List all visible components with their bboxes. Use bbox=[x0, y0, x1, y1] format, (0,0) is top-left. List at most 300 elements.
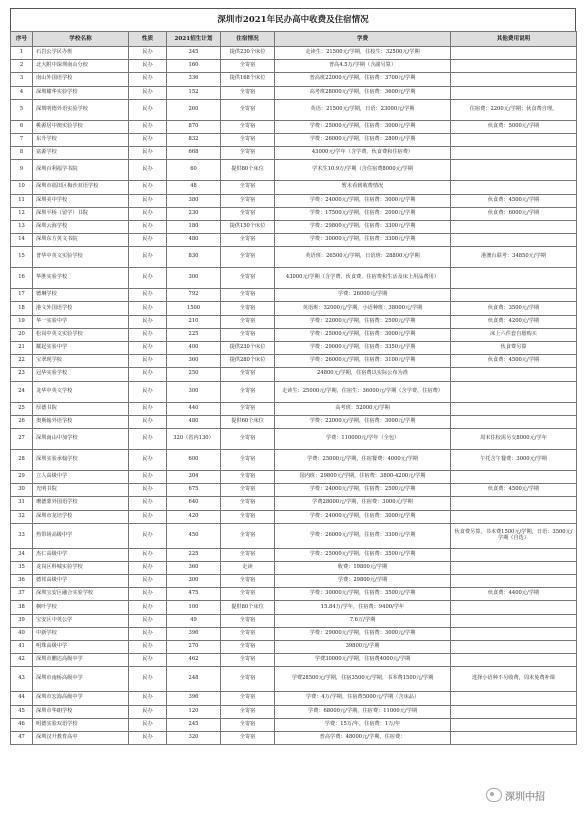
school-type: 民办 bbox=[129, 667, 167, 692]
table-row bbox=[11, 120, 577, 133]
school-name: 珊德蒙外国语学校 bbox=[33, 497, 129, 510]
table-row bbox=[11, 86, 577, 99]
enroll-plan: 1500 bbox=[167, 302, 221, 315]
row-no: 32 bbox=[11, 510, 33, 523]
header-plan: 2021招生计划 bbox=[167, 32, 221, 47]
school-name: 深圳市龙培学校 bbox=[33, 510, 129, 523]
row-no: 12 bbox=[11, 207, 33, 220]
lodging: 全寄宿 bbox=[221, 315, 275, 328]
tuition: 普高学费：48000元/学期，住宿费： bbox=[275, 731, 451, 744]
school-type: 民办 bbox=[129, 220, 167, 233]
school-type: 民办 bbox=[129, 705, 167, 718]
row-no: 10 bbox=[11, 181, 33, 194]
other-fees bbox=[451, 601, 577, 614]
enroll-plan: 152 bbox=[167, 86, 221, 99]
lodging: 全寄宿 bbox=[221, 289, 275, 302]
enroll-plan: 225 bbox=[167, 328, 221, 341]
school-type: 民办 bbox=[129, 328, 167, 341]
row-no: 15 bbox=[11, 247, 33, 268]
other-fees bbox=[451, 147, 577, 160]
tuition: 学费：17500元/学期，住宿费：2000元/学期 bbox=[275, 207, 451, 220]
table-row bbox=[11, 381, 577, 402]
sheet-title: 深圳市2021年民办高中收费及住宿情况 bbox=[10, 8, 576, 31]
table-row bbox=[11, 160, 577, 181]
school-type: 民办 bbox=[129, 654, 167, 667]
school-name: 深圳市鹏达高级中学 bbox=[33, 654, 129, 667]
lodging: 全寄宿 bbox=[221, 120, 275, 133]
lodging: 全寄宿 bbox=[221, 381, 275, 402]
enroll-plan: 792 bbox=[167, 289, 221, 302]
row-no: 19 bbox=[11, 315, 33, 328]
other-fees bbox=[451, 133, 577, 146]
row-no: 22 bbox=[11, 355, 33, 368]
school-name: 深圳耀华实验学校 bbox=[33, 86, 129, 99]
enroll-plan: 245 bbox=[167, 718, 221, 731]
enroll-plan: 270 bbox=[167, 641, 221, 654]
tuition: 学费：29800元/学期，住宿费：3300元/学期 bbox=[275, 220, 451, 233]
tuition: 学费：24000元/学期，住宿费：3000元/学期 bbox=[275, 194, 451, 207]
enroll-plan: 450 bbox=[167, 523, 221, 548]
enroll-plan: 480 bbox=[167, 234, 221, 247]
school-type: 民办 bbox=[129, 449, 167, 470]
header-lodging: 住宿情况 bbox=[221, 32, 275, 47]
row-no: 25 bbox=[11, 402, 33, 415]
other-fees: 港澳台联考：34850元/学期 bbox=[451, 247, 577, 268]
enroll-plan: 440 bbox=[167, 402, 221, 415]
table-row bbox=[11, 60, 577, 73]
enroll-plan: 396 bbox=[167, 692, 221, 705]
tuition: 学费：30000元/学期，住宿费：3500元/学期 bbox=[275, 588, 451, 601]
tuition: 7.6万/学期 bbox=[275, 614, 451, 627]
lodging: 全寄宿 bbox=[221, 99, 275, 120]
header-tuition: 学费 bbox=[275, 32, 451, 47]
enroll-plan: 462 bbox=[167, 654, 221, 667]
row-no: 17 bbox=[11, 289, 33, 302]
school-type: 民办 bbox=[129, 99, 167, 120]
lodging: 全寄宿 bbox=[221, 484, 275, 497]
table-row bbox=[11, 73, 577, 86]
tuition: 学费：22000元/学期，住宿费：2500元/学期 bbox=[275, 315, 451, 328]
other-fees bbox=[451, 575, 577, 588]
school-type: 民办 bbox=[129, 47, 167, 60]
table-row bbox=[11, 402, 577, 415]
tuition: 学费：26000元/学期，住宿费：3300元/学期 bbox=[275, 523, 451, 548]
tuition: 高考班28000元/学期，住宿费：3600元/学期 bbox=[275, 86, 451, 99]
lodging: 全寄宿 bbox=[221, 368, 275, 381]
tuition: 学费：29000元/学期，住宿费：3000元/学期 bbox=[275, 627, 451, 640]
row-no: 4 bbox=[11, 86, 33, 99]
other-fees bbox=[451, 181, 577, 194]
lodging: 全寄宿 bbox=[221, 523, 275, 548]
lodging: 提供280个床位 bbox=[221, 355, 275, 368]
school-name: 深圳汉升教育高中 bbox=[33, 731, 129, 744]
school-type: 民办 bbox=[129, 484, 167, 497]
tuition: 普高班22000元/学期，住宿费：3700元/学期 bbox=[275, 73, 451, 86]
enroll-plan: 300 bbox=[167, 575, 221, 588]
school-type: 民办 bbox=[129, 120, 167, 133]
enroll-plan: 225 bbox=[167, 548, 221, 561]
fee-table-sheet bbox=[10, 8, 576, 745]
other-fees bbox=[451, 561, 577, 574]
school-type: 民办 bbox=[129, 601, 167, 614]
table-row bbox=[11, 667, 577, 692]
other-fees bbox=[451, 86, 577, 99]
school-type: 民办 bbox=[129, 289, 167, 302]
enroll-plan: 230 bbox=[167, 207, 221, 220]
tuition: 学费：25000元/学期，住宿费：3000元/学期 bbox=[275, 120, 451, 133]
lodging: 提供168个床位 bbox=[221, 73, 275, 86]
school-name: 桃源居中澳实验学校 bbox=[33, 120, 129, 133]
school-name: 龙华中英文学校 bbox=[33, 381, 129, 402]
table-row bbox=[11, 601, 577, 614]
row-no: 33 bbox=[11, 523, 33, 548]
enroll-plan: 640 bbox=[167, 497, 221, 510]
header-row bbox=[11, 32, 577, 47]
row-no: 21 bbox=[11, 342, 33, 355]
tuition: 学费：26000元/学期 bbox=[275, 289, 451, 302]
enroll-plan: 345 bbox=[167, 47, 221, 60]
tuition: 学费：24000元/学期，住宿费：3000元/学期 bbox=[275, 510, 451, 523]
lodging: 全寄宿 bbox=[221, 247, 275, 268]
school-name: 普华中英文实验学校 bbox=[33, 247, 129, 268]
row-no: 42 bbox=[11, 654, 33, 667]
table-row bbox=[11, 523, 577, 548]
tuition: 学费：25000元/学期，住宿餐费：4000元/学期 bbox=[275, 449, 451, 470]
table-row bbox=[11, 654, 577, 667]
enroll-plan: 304 bbox=[167, 470, 221, 483]
table-row bbox=[11, 133, 577, 146]
row-no: 9 bbox=[11, 160, 33, 181]
table-row bbox=[11, 289, 577, 302]
school-name: 枫叶学校 bbox=[33, 601, 129, 614]
school-type: 民办 bbox=[129, 718, 167, 731]
school-name: 石岩公学民办班 bbox=[33, 47, 129, 60]
lodging: 全寄宿 bbox=[221, 667, 275, 692]
other-fees: 住宿费：2200元/学期；伙食费自理。 bbox=[451, 99, 577, 120]
school-name: 立人高级中学 bbox=[33, 470, 129, 483]
other-fees: 伙食费：5000元/学期 bbox=[451, 120, 577, 133]
school-type: 民办 bbox=[129, 641, 167, 654]
tuition: 英语班：32000元/学期，小语种班：38000元/学期 bbox=[275, 302, 451, 315]
table-row bbox=[11, 342, 577, 355]
school-type: 民办 bbox=[129, 194, 167, 207]
row-no: 13 bbox=[11, 220, 33, 233]
row-no: 2 bbox=[11, 60, 33, 73]
school-name: 宝翠现学校 bbox=[33, 355, 129, 368]
enroll-plan: 260 bbox=[167, 99, 221, 120]
other-fees bbox=[451, 510, 577, 523]
row-no: 7 bbox=[11, 133, 33, 146]
school-type: 民办 bbox=[129, 302, 167, 315]
tuition: 学费：29000元/学期，住宿费：3350元/学期 bbox=[275, 342, 451, 355]
lodging: 提供80个床位 bbox=[221, 601, 275, 614]
other-fees bbox=[451, 470, 577, 483]
tuition: 暂未看到收费情况 bbox=[275, 181, 451, 194]
table-row bbox=[11, 328, 577, 341]
table-row bbox=[11, 575, 577, 588]
enroll-plan: 60 bbox=[167, 160, 221, 181]
school-type: 民办 bbox=[129, 428, 167, 449]
enroll-plan: 160 bbox=[167, 60, 221, 73]
tuition: 走读生：25000元/学期，住宿生：36000元/学期（含学费、住宿费） bbox=[275, 381, 451, 402]
enroll-plan: 360 bbox=[167, 355, 221, 368]
tuition: 走读生：21500元/学期，住校生：32500元/学期 bbox=[275, 47, 451, 60]
row-no: 38 bbox=[11, 601, 33, 614]
tuition: 普高4.5万/学期（含副另算） bbox=[275, 60, 451, 73]
table-row bbox=[11, 731, 577, 744]
table-row bbox=[11, 207, 577, 220]
other-fees bbox=[451, 692, 577, 705]
school-name: 明珠高级中学 bbox=[33, 641, 129, 654]
school-type: 民办 bbox=[129, 207, 167, 220]
school-type: 民办 bbox=[129, 497, 167, 510]
row-no: 5 bbox=[11, 99, 33, 120]
lodging: 全寄宿 bbox=[221, 641, 275, 654]
school-type: 民办 bbox=[129, 247, 167, 268]
lodging: 全寄宿 bbox=[221, 207, 275, 220]
school-type: 民办 bbox=[129, 402, 167, 415]
enroll-plan: 248 bbox=[167, 667, 221, 692]
other-fees bbox=[451, 160, 577, 181]
enroll-plan: 336 bbox=[167, 73, 221, 86]
table-row bbox=[11, 627, 577, 640]
tuition: 学费28500元/学期，住宿3500元/学期，书本费1500元/学期 bbox=[275, 667, 451, 692]
school-name: 明德实验双语学校 bbox=[33, 718, 129, 731]
table-row bbox=[11, 234, 577, 247]
lodging: 全寄宿 bbox=[221, 614, 275, 627]
row-no: 27 bbox=[11, 428, 33, 449]
other-fees bbox=[451, 47, 577, 60]
other-fees bbox=[451, 718, 577, 731]
row-no: 45 bbox=[11, 705, 33, 718]
lodging: 全寄宿 bbox=[221, 627, 275, 640]
school-name: 松岗中英文实验学校 bbox=[33, 328, 129, 341]
lodging: 全寄宿 bbox=[221, 654, 275, 667]
school-name: 深圳南山中加学校 bbox=[33, 428, 129, 449]
school-type: 民办 bbox=[129, 234, 167, 247]
school-name: 深圳市宏海高级中学 bbox=[33, 692, 129, 705]
enroll-plan: 396 bbox=[167, 627, 221, 640]
header-school: 学校名称 bbox=[33, 32, 129, 47]
row-no: 18 bbox=[11, 302, 33, 315]
table-row bbox=[11, 99, 577, 120]
lodging: 全寄宿 bbox=[221, 60, 275, 73]
other-fees bbox=[451, 731, 577, 744]
tuition: 学费28000元/学期，住宿费：3000元/学期 bbox=[275, 497, 451, 510]
lodging: 全寄宿 bbox=[221, 575, 275, 588]
table-row bbox=[11, 484, 577, 497]
watermark-text: 深圳中招 bbox=[505, 791, 545, 803]
school-type: 民办 bbox=[129, 86, 167, 99]
lodging: 全寄宿 bbox=[221, 268, 275, 289]
school-type: 民办 bbox=[129, 561, 167, 574]
lodging: 提供60个床位 bbox=[221, 415, 275, 428]
watermark bbox=[486, 786, 578, 804]
school-name: 深圳宝安区融合实验学校 bbox=[33, 588, 129, 601]
school-name: 龙岗区科城实验学校 bbox=[33, 561, 129, 574]
tuition: 学费：24000元/学期，住宿费：2500元/学期 bbox=[275, 484, 451, 497]
school-name: 光明书院 bbox=[33, 484, 129, 497]
lodging: 全寄宿 bbox=[221, 510, 275, 523]
tuition: 学费：68000元/学期，住宿费：11000元/学期 bbox=[275, 705, 451, 718]
tuition: 学费：26000元/学期，住宿费：2800元/学期 bbox=[275, 133, 451, 146]
lodging: 全寄宿 bbox=[221, 718, 275, 731]
tuition: 国内班：29800元/学期，住宿费：3800-4200元/学期 bbox=[275, 470, 451, 483]
enroll-plan: 250 bbox=[167, 368, 221, 381]
row-no: 26 bbox=[11, 415, 33, 428]
table-row bbox=[11, 415, 577, 428]
school-name: 北大附中深圳南山分校 bbox=[33, 60, 129, 73]
lodging: 全寄宿 bbox=[221, 497, 275, 510]
table-row bbox=[11, 641, 577, 654]
school-name: 深圳东方英文书院 bbox=[33, 234, 129, 247]
lodging: 提供150个床位 bbox=[221, 220, 275, 233]
tuition: 学费：110000元/学年（全包） bbox=[275, 428, 451, 449]
school-type: 民办 bbox=[129, 315, 167, 328]
school-type: 民办 bbox=[129, 342, 167, 355]
tuition: 15.84万/学年，住宿费：9400/学年 bbox=[275, 601, 451, 614]
other-fees bbox=[451, 60, 577, 73]
tuition: 高考班：52000元/学期 bbox=[275, 402, 451, 415]
header-type: 性质 bbox=[129, 32, 167, 47]
lodging: 全寄宿 bbox=[221, 86, 275, 99]
lodging: 全寄宿 bbox=[221, 428, 275, 449]
table-row bbox=[11, 510, 577, 523]
table-row bbox=[11, 548, 577, 561]
tuition: 收费：19800元/学期 bbox=[275, 561, 451, 574]
other-fees: 伙食费：3500元/学期 bbox=[451, 302, 577, 315]
school-type: 民办 bbox=[129, 548, 167, 561]
school-type: 民办 bbox=[129, 510, 167, 523]
row-no: 6 bbox=[11, 120, 33, 133]
enroll-plan: 320 bbox=[167, 731, 221, 744]
row-no: 20 bbox=[11, 328, 33, 341]
table-row bbox=[11, 368, 577, 381]
lodging: 全寄宿 bbox=[221, 731, 275, 744]
school-name: 耀起实验中学 bbox=[33, 342, 129, 355]
school-type: 民办 bbox=[129, 133, 167, 146]
table-row bbox=[11, 181, 577, 194]
other-fees bbox=[451, 497, 577, 510]
other-fees bbox=[451, 402, 577, 415]
table-row bbox=[11, 705, 577, 718]
other-fees bbox=[451, 654, 577, 667]
other-fees: 选择小语种不另收费，周末免费补课 bbox=[451, 667, 577, 692]
school-name: 华胜实验学校 bbox=[33, 268, 129, 289]
other-fees bbox=[451, 268, 577, 289]
tuition: 43000元/学期（含学费、伙食费、住宿费和生活及床上用品费用） bbox=[275, 268, 451, 289]
tuition: 学费30000元/学期，住宿费4000元/学期 bbox=[275, 654, 451, 667]
enroll-plan: 830 bbox=[167, 247, 221, 268]
table-row bbox=[11, 718, 577, 731]
table-row bbox=[11, 220, 577, 233]
tuition: 学费：26000元/学期，住宿费：3100元/学期 bbox=[275, 355, 451, 368]
school-name: 深圳市南桥高级中学 bbox=[33, 667, 129, 692]
row-no: 24 bbox=[11, 381, 33, 402]
school-name: 深圳市华朗学校 bbox=[33, 705, 129, 718]
lodging: 全寄宿 bbox=[221, 705, 275, 718]
school-name: 深圳云海学校 bbox=[33, 220, 129, 233]
other-fees bbox=[451, 220, 577, 233]
enroll-plan: 475 bbox=[167, 588, 221, 601]
table-row bbox=[11, 470, 577, 483]
other-fees bbox=[451, 73, 577, 86]
lodging: 全寄宿 bbox=[221, 548, 275, 561]
tuition: 学费：30000元/学期，住宿费：3300元/学期 bbox=[275, 234, 451, 247]
table-row bbox=[11, 449, 577, 470]
row-no: 1 bbox=[11, 47, 33, 60]
tuition: 学费：15万/年，住宿费：1万/年 bbox=[275, 718, 451, 731]
school-name: 德琳学校 bbox=[33, 289, 129, 302]
other-fees: 伙食费另算，书本费1500元/学期，日语：3500元/学期（自选） bbox=[451, 523, 577, 548]
other-fees bbox=[451, 614, 577, 627]
table-row bbox=[11, 614, 577, 627]
lodging: 全寄宿 bbox=[221, 194, 275, 207]
enroll-plan: 675 bbox=[167, 484, 221, 497]
school-name: 富源学校 bbox=[33, 147, 129, 160]
tuition: 39800元/学期 bbox=[275, 641, 451, 654]
other-fees: 周末住校需另交8000元/学年 bbox=[451, 428, 577, 449]
lodging: 全寄宿 bbox=[221, 402, 275, 415]
row-no: 29 bbox=[11, 470, 33, 483]
table-row bbox=[11, 497, 577, 510]
school-name: 深圳美中学校 bbox=[33, 194, 129, 207]
row-no: 14 bbox=[11, 234, 33, 247]
enroll-plan: 400 bbox=[167, 342, 221, 355]
other-fees: 伙食费：4500元/学期 bbox=[451, 194, 577, 207]
school-type: 民办 bbox=[129, 731, 167, 744]
enroll-plan: 300 bbox=[167, 381, 221, 402]
other-fees: 伙食费：4500元/学期 bbox=[451, 484, 577, 497]
school-name: 深圳实验承翰学校 bbox=[33, 449, 129, 470]
tuition: 学费：29800元/学期 bbox=[275, 575, 451, 588]
other-fees bbox=[451, 627, 577, 640]
tuition: 学费：25000元/学期，住宿费：3000元/学期 bbox=[275, 328, 451, 341]
school-type: 民办 bbox=[129, 523, 167, 548]
school-type: 民办 bbox=[129, 415, 167, 428]
row-no: 41 bbox=[11, 641, 33, 654]
tuition: 学费：25000元/学期，住宿费：3500元/学期 bbox=[275, 548, 451, 561]
school-name: 华一实验中学 bbox=[33, 315, 129, 328]
school-type: 民办 bbox=[129, 355, 167, 368]
table-body bbox=[11, 47, 577, 745]
lodging: 全寄宿 bbox=[221, 234, 275, 247]
school-type: 民办 bbox=[129, 60, 167, 73]
school-name: 深圳平桥（留学）书院 bbox=[33, 207, 129, 220]
school-type: 民办 bbox=[129, 614, 167, 627]
other-fees bbox=[451, 705, 577, 718]
school-name: 冠华实验学校 bbox=[33, 368, 129, 381]
row-no: 3 bbox=[11, 73, 33, 86]
row-no: 23 bbox=[11, 368, 33, 381]
other-fees bbox=[451, 641, 577, 654]
enroll-plan: 420 bbox=[167, 510, 221, 523]
school-type: 民办 bbox=[129, 181, 167, 194]
table-row bbox=[11, 247, 577, 268]
enroll-plan: 49 bbox=[167, 614, 221, 627]
school-name: 厚德书院 bbox=[33, 402, 129, 415]
enroll-plan: 480 bbox=[167, 415, 221, 428]
enroll-plan: 870 bbox=[167, 120, 221, 133]
enroll-plan: 300 bbox=[167, 268, 221, 289]
other-fees: 床上六件套自愿购买 bbox=[451, 328, 577, 341]
tuition: 24800元/学期，住宿费以实际公布为准 bbox=[275, 368, 451, 381]
lodging: 全寄宿 bbox=[221, 449, 275, 470]
table-row bbox=[11, 588, 577, 601]
lodging: 全寄宿 bbox=[221, 470, 275, 483]
school-type: 民办 bbox=[129, 73, 167, 86]
school-name: 热带场高级中学 bbox=[33, 523, 129, 548]
